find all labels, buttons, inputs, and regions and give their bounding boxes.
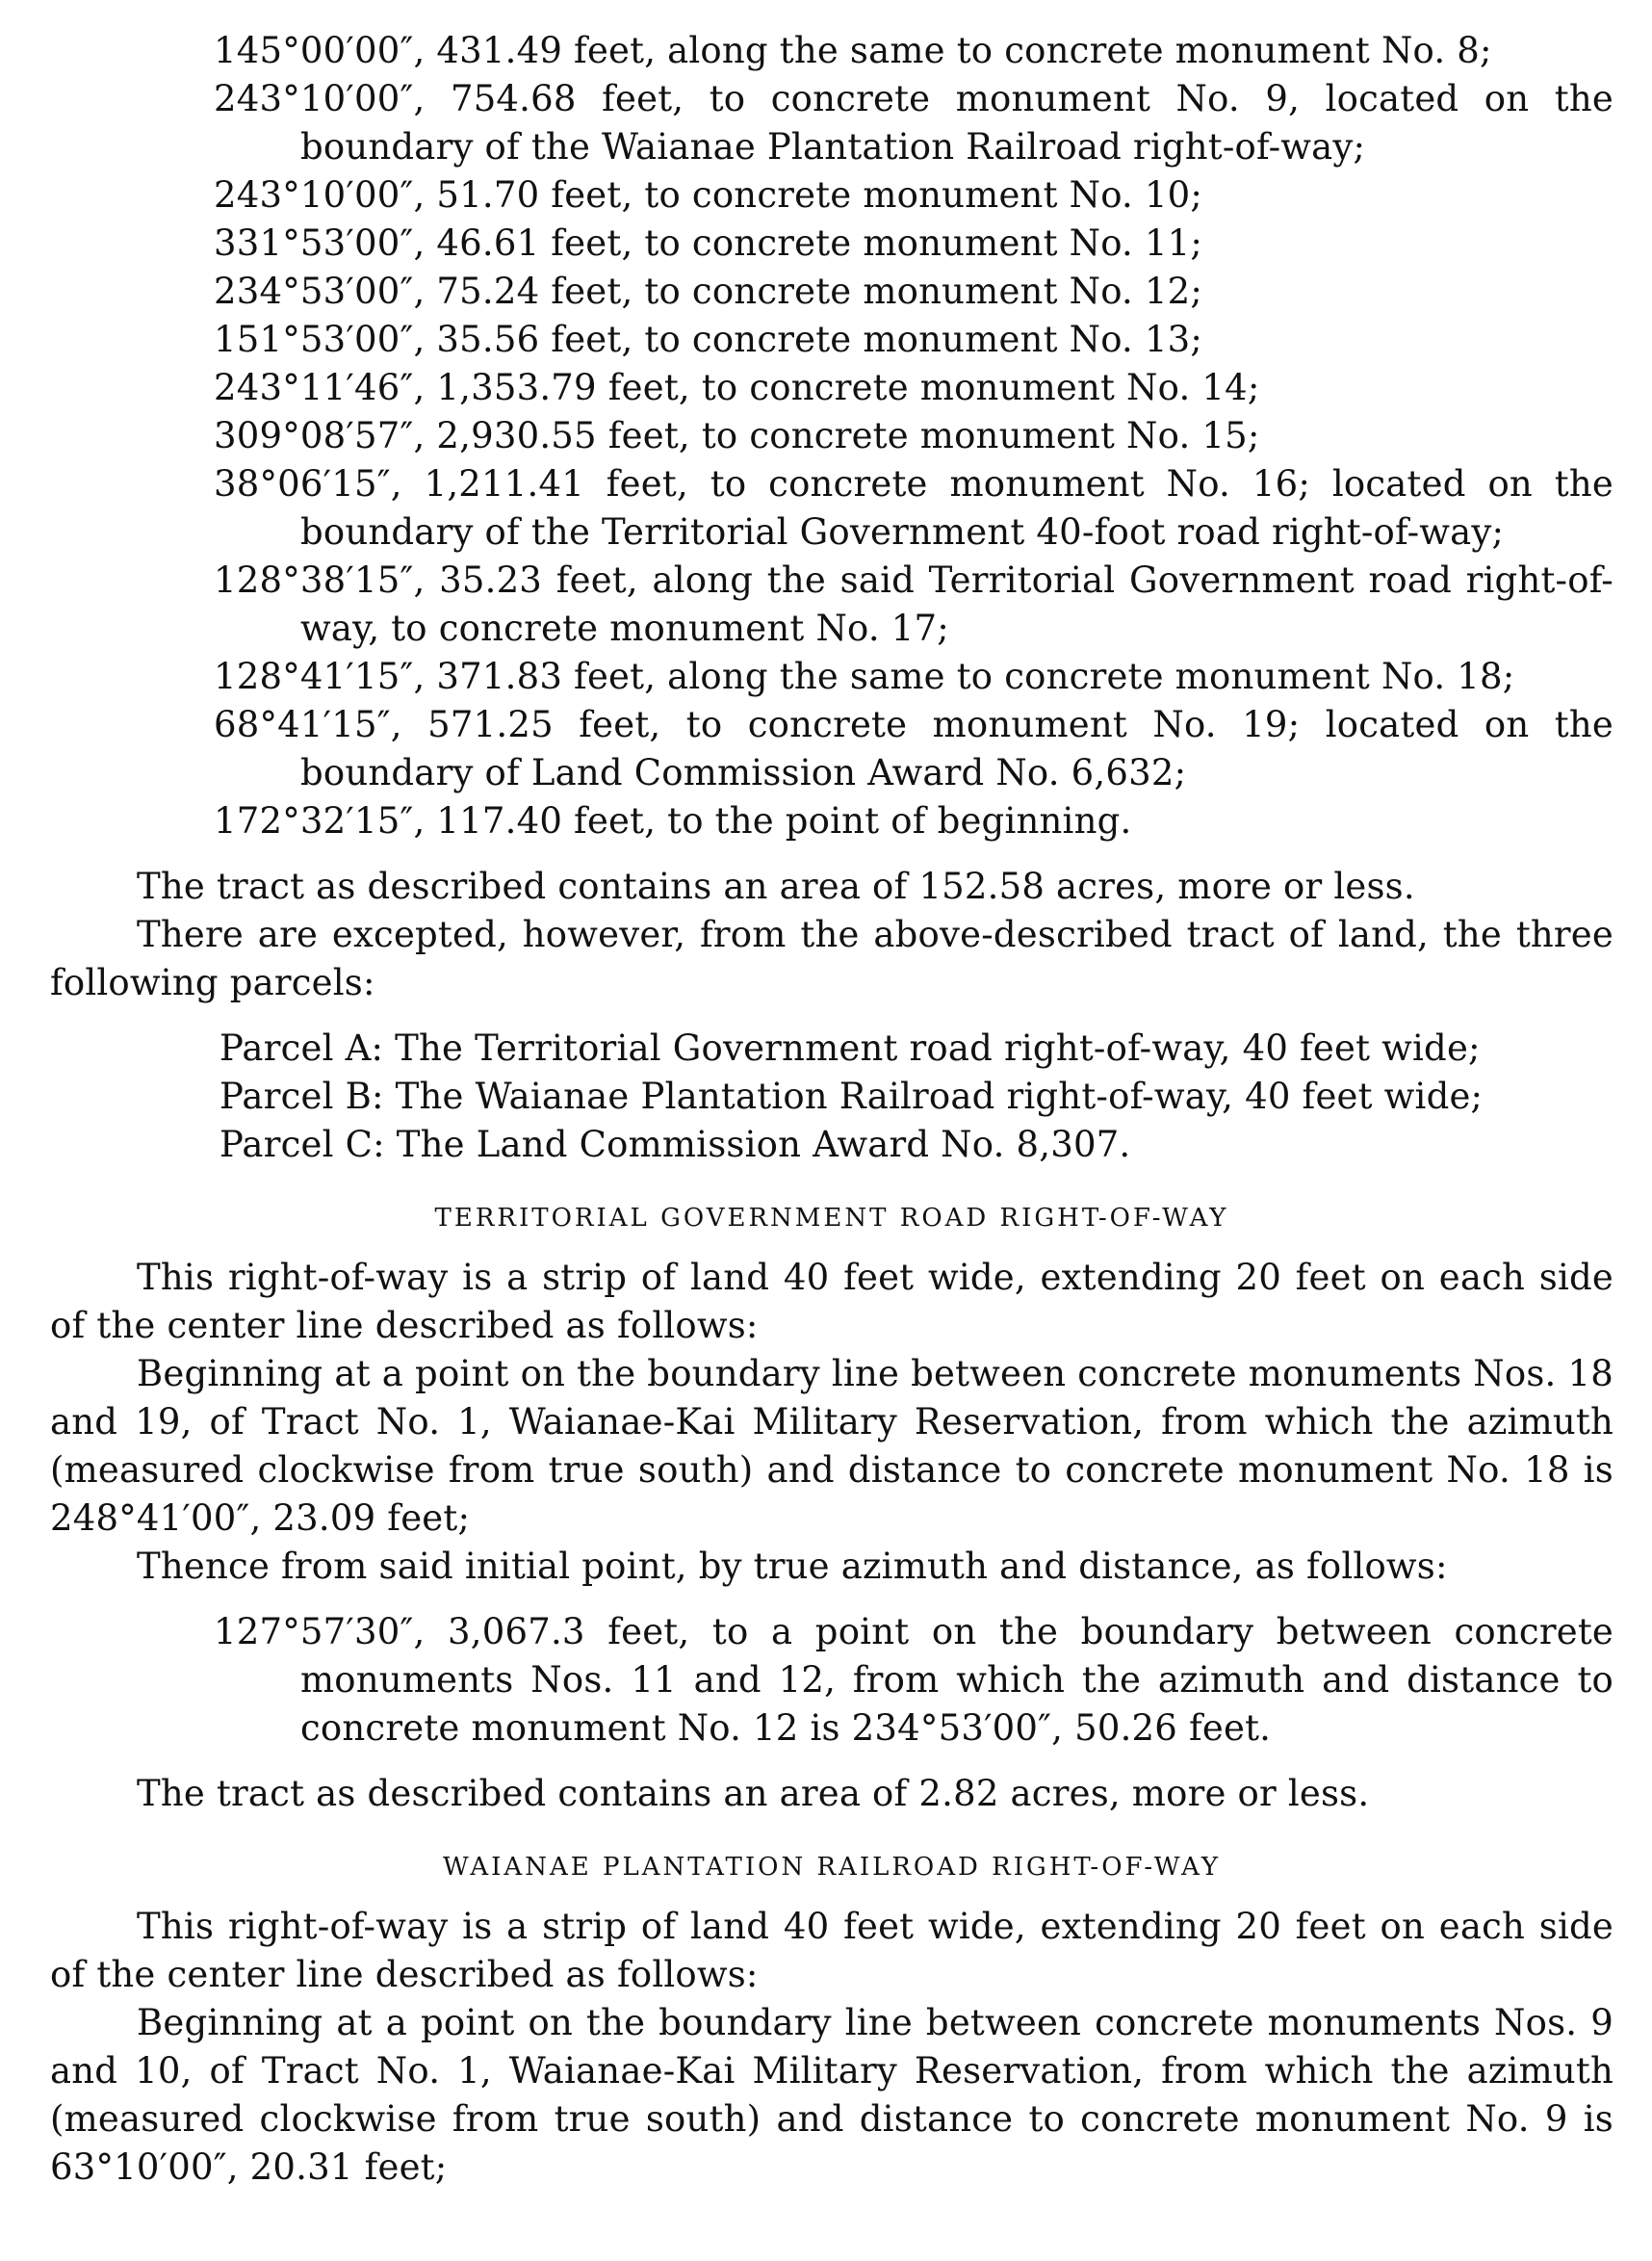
- section-heading-railroad: WAIANAE PLANTATION RAILROAD RIGHT-OF-WAY: [442, 1853, 1222, 1882]
- course-item: 331°53′00″, 46.61 feet, to concrete monument No. 11;: [214, 222, 1203, 264]
- course-item: 128°41′15″, 371.83 feet, along the same to concrete monument No. 18;: [214, 656, 1515, 697]
- course-item: 172°32′15″, 117.40 feet, to the point of beginning.: [214, 800, 1132, 842]
- course-item: 243°10′00″, 51.70 feet, to concrete monument No. 10;: [214, 174, 1203, 216]
- parcel-item: Parcel B: The Waianae Plantation Railroad right-of-way, 40 feet wide;: [219, 1076, 1484, 1117]
- section-heading-road: TERRITORIAL GOVERNMENT ROAD RIGHT-OF-WAY: [434, 1204, 1229, 1233]
- parcel-item: Parcel A: The Territorial Government road right-of-way, 40 feet wide;: [219, 1027, 1481, 1069]
- course-item: 243°10′00″, 754.68 feet, to concrete monument No. 9, located on the boundary of the Waianae Plantation Railroad right-of-way;: [214, 78, 1613, 168]
- railroad-beginning-paragraph: Beginning at a point on the boundary line between concrete monuments Nos. 9 and 10, of Tract No. 1, Waianae-Kai Military Reservation, from which the azimuth (measured clockwise from true south) and distance to concrete monument No. 9 is 63°10′00″, 20.31 feet;: [50, 2002, 1613, 2188]
- course-item: 38°06′15″, 1,211.41 feet, to concrete monument No. 16; located on the boundary of the Territorial Government 40-foot road right-of-way;: [214, 463, 1613, 553]
- parcel-item: Parcel C: The Land Commission Award No. 8,307.: [219, 1124, 1131, 1165]
- course-item: 145°00′00″, 431.49 feet, along the same to concrete monument No. 8;: [214, 30, 1492, 71]
- parcel-list: [50, 1025, 1613, 1169]
- course-item: 309°08′57″, 2,930.55 feet, to concrete monument No. 15;: [214, 415, 1260, 456]
- excepted-paragraph: There are excepted, however, from the above-described tract of land, the three following parcels:: [50, 914, 1613, 1003]
- road-beginning-paragraph: Beginning at a point on the boundary line between concrete monuments Nos. 18 and 19, of Tract No. 1, Waianae-Kai Military Reservation, from which the azimuth (measured clockwise from true south) and distance to concrete monument No. 18 is 248°41′00″, 23.09 feet;: [50, 1353, 1613, 1539]
- tract-area-paragraph: The tract as described contains an area of 152.58 acres, more or less.: [137, 866, 1415, 907]
- railroad-intro-paragraph: This right-of-way is a strip of land 40 feet wide, extending 20 feet on each side of the center line described as follows:: [50, 1906, 1613, 1995]
- course-item: 68°41′15″, 571.25 feet, to concrete monument No. 19; located on the boundary of Land Commission Award No. 6,632;: [214, 704, 1613, 793]
- course-list: [50, 27, 1613, 845]
- course-item: 128°38′15″, 35.23 feet, along the said Territorial Government road right-of-way, to concrete monument No. 17;: [214, 559, 1613, 649]
- road-course-list: [50, 1608, 1613, 1753]
- course-item: 234°53′00″, 75.24 feet, to concrete monument No. 12;: [214, 271, 1203, 312]
- course-item: 151°53′00″, 35.56 feet, to concrete monument No. 13;: [214, 319, 1203, 360]
- road-thence-paragraph: Thence from said initial point, by true azimuth and distance, as follows:: [137, 1546, 1448, 1587]
- course-item: 127°57′30″, 3,067.3 feet, to a point on the boundary between concrete monuments Nos. 11 and 12, from which the azimuth and distance to concrete monument No. 12 is 234°53′00″, 50.26 feet.: [214, 1611, 1613, 1749]
- road-intro-paragraph: This right-of-way is a strip of land 40 feet wide, extending 20 feet on each side of the center line described as follows:: [50, 1257, 1613, 1346]
- course-item: 243°11′46″, 1,353.79 feet, to concrete monument No. 14;: [214, 367, 1260, 408]
- road-area-paragraph: The tract as described contains an area of 2.82 acres, more or less.: [137, 1773, 1370, 1814]
